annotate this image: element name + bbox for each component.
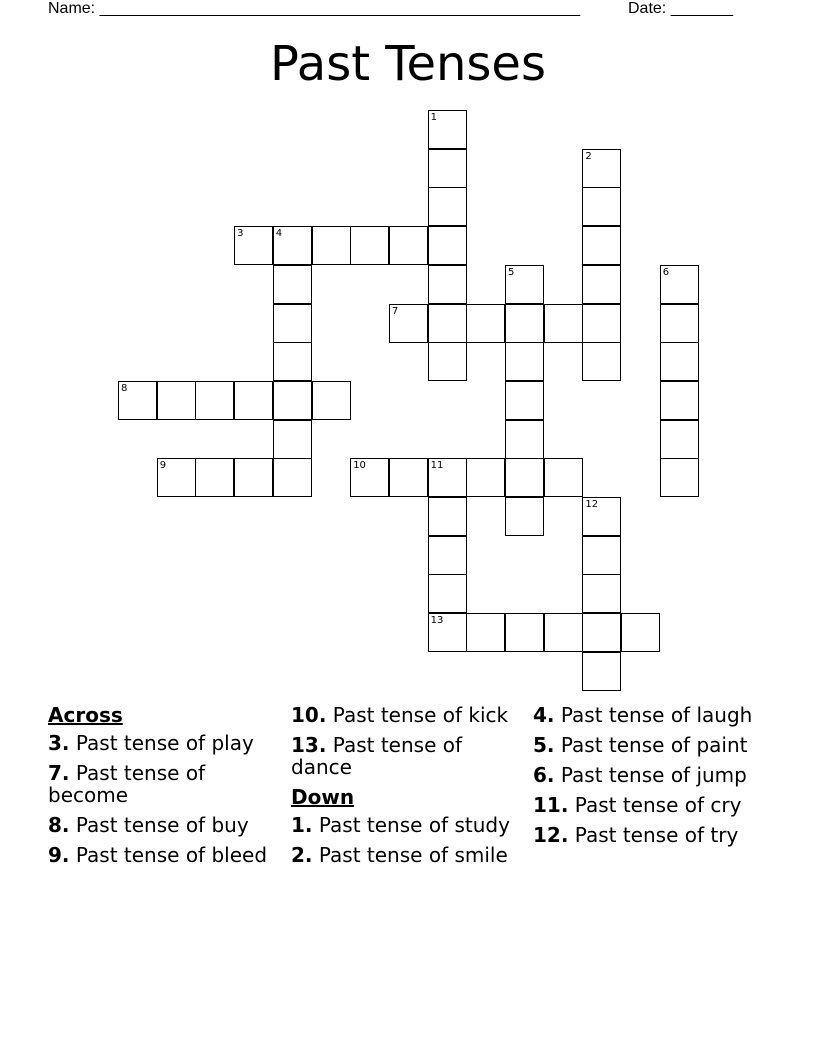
grid-cell[interactable] [660, 420, 699, 459]
clue-number: 2. [291, 843, 313, 867]
clue-across-7 [48, 762, 284, 806]
cell-number: 11 [430, 460, 444, 472]
clue-text: Past tense of dance [291, 733, 463, 779]
grid-cell[interactable] [505, 265, 544, 304]
grid-cell[interactable] [428, 497, 467, 536]
clue-number: 10. [291, 703, 327, 727]
grid-cell[interactable] [660, 304, 699, 343]
clue-number: 5. [533, 733, 555, 757]
grid-cell[interactable] [582, 187, 621, 226]
grid-cell[interactable] [582, 536, 621, 575]
name-field-label: Name: ______________________________________________________ [48, 0, 581, 17]
grid-cell[interactable] [582, 226, 621, 265]
grid-cell[interactable] [582, 497, 621, 536]
cell-number: 2 [585, 150, 592, 162]
cell-number: 4 [275, 228, 283, 240]
grid-cell[interactable] [544, 458, 583, 497]
grid-cell[interactable] [157, 458, 196, 497]
grid-cell[interactable] [582, 149, 621, 188]
grid-cell[interactable] [466, 613, 505, 652]
clue-text: Past tense of play [75, 731, 254, 755]
clue-number: 3. [48, 731, 70, 755]
clue-across-10 [291, 704, 527, 726]
cell-number: 10 [353, 460, 366, 472]
clue-down-12 [533, 824, 769, 846]
clue-number: 7. [48, 761, 70, 785]
grid-cell[interactable] [273, 265, 312, 304]
clue-down-6 [533, 764, 769, 786]
clue-text: Past tense of smile [318, 843, 508, 867]
clue-down-4 [533, 704, 769, 726]
grid-cell[interactable] [389, 226, 428, 265]
grid-cell[interactable] [428, 149, 467, 188]
grid-cell[interactable] [466, 304, 505, 343]
clue-text: Past tense of buy [75, 813, 249, 837]
grid-cell[interactable] [195, 458, 234, 497]
clue-text: Past tense of try [574, 823, 739, 847]
grid-cell[interactable] [234, 226, 273, 265]
grid-cell[interactable] [505, 458, 544, 497]
grid-cell[interactable] [505, 304, 544, 343]
grid-cell[interactable] [273, 458, 312, 497]
grid-cell[interactable] [660, 265, 699, 304]
grid-cell[interactable] [505, 381, 544, 420]
clues-column-3 [533, 704, 769, 854]
grid-cell[interactable] [234, 381, 273, 420]
clue-down-1 [291, 814, 527, 836]
grid-cell[interactable] [428, 536, 467, 575]
grid-cell[interactable] [273, 381, 312, 420]
grid-cell[interactable] [505, 342, 544, 381]
grid-cell[interactable] [389, 304, 428, 343]
grid-cell[interactable] [273, 342, 312, 381]
clue-number: 6. [533, 763, 555, 787]
grid-cell[interactable] [428, 613, 467, 652]
grid-cell[interactable] [660, 342, 699, 381]
cell-number: 1 [430, 112, 437, 123]
grid-cell[interactable] [273, 420, 312, 459]
clues-column-2 [291, 704, 527, 874]
grid-cell[interactable] [273, 226, 312, 265]
grid-cell[interactable] [428, 265, 467, 304]
clue-text: Past tense of bleed [75, 843, 268, 867]
grid-cell[interactable] [660, 458, 699, 497]
clue-down-11 [533, 794, 769, 816]
grid-cell[interactable] [350, 226, 389, 265]
grid-cell[interactable] [428, 458, 467, 497]
clue-text: Past tense of paint [560, 733, 748, 757]
cell-number: 7 [391, 305, 399, 317]
grid-cell[interactable] [660, 381, 699, 420]
grid-cell[interactable] [466, 458, 505, 497]
clue-down-5 [533, 734, 769, 756]
grid-cell[interactable] [273, 304, 312, 343]
clue-text: Past tense of laugh [560, 703, 753, 727]
grid-cell[interactable] [582, 265, 621, 304]
grid-cell[interactable] [582, 342, 621, 381]
grid-cell[interactable] [582, 304, 621, 343]
grid-cell[interactable] [195, 381, 234, 420]
clue-number: 9. [48, 843, 70, 867]
grid-cell[interactable] [350, 458, 389, 497]
grid-cell[interactable] [157, 381, 196, 420]
cell-number: 6 [662, 266, 670, 278]
clue-number: 12. [533, 823, 569, 847]
cell-number: 12 [585, 499, 599, 510]
clue-number: 13. [291, 733, 327, 757]
clue-number: 11. [533, 793, 569, 817]
grid-cell[interactable] [428, 304, 467, 343]
clue-down-2 [291, 844, 527, 866]
page-title: Past Tenses [270, 36, 546, 92]
grid-cell[interactable] [428, 226, 467, 265]
cell-number: 3 [237, 228, 244, 240]
grid-cell[interactable] [234, 458, 273, 497]
grid-cell[interactable] [428, 574, 467, 613]
clue-across-13 [291, 734, 527, 778]
grid-cell[interactable] [312, 381, 351, 420]
clue-text: Past tense of kick [332, 703, 509, 727]
clue-across-3 [48, 732, 284, 754]
cell-number: 5 [508, 266, 515, 278]
grid-cell[interactable] [505, 497, 544, 536]
grid-cell[interactable] [428, 110, 467, 149]
grid-cell[interactable] [582, 613, 621, 652]
clues-column-1 [48, 704, 284, 874]
grid-cell[interactable] [312, 226, 351, 265]
clue-number: 4. [533, 703, 555, 727]
cell-number: 13 [430, 615, 444, 627]
clue-text: Past tense of become [48, 761, 206, 807]
grid-cell[interactable] [544, 304, 583, 343]
clue-across-8 [48, 814, 284, 836]
grid-cell[interactable] [505, 613, 544, 652]
clue-text: Past tense of study [318, 813, 510, 837]
grid-cell[interactable] [118, 381, 157, 420]
clue-number: 1. [291, 813, 313, 837]
clue-across-9 [48, 844, 284, 866]
clue-text: Past tense of cry [574, 793, 742, 817]
grid-cell[interactable] [505, 420, 544, 459]
grid-cell[interactable] [544, 613, 583, 652]
clue-number: 8. [48, 813, 70, 837]
clue-text: Past tense of jump [560, 763, 747, 787]
grid-cell[interactable] [621, 613, 660, 652]
grid-cell[interactable] [582, 652, 621, 691]
grid-cell[interactable] [428, 187, 467, 226]
grid-cell[interactable] [582, 574, 621, 613]
down-heading: Down [291, 785, 355, 809]
grid-cell[interactable] [389, 458, 428, 497]
date-field-label: Date: _______ [628, 0, 733, 17]
grid-cell[interactable] [428, 342, 467, 381]
cell-number: 8 [121, 382, 128, 394]
across-heading: Across [48, 703, 123, 727]
cell-number: 9 [159, 460, 167, 472]
